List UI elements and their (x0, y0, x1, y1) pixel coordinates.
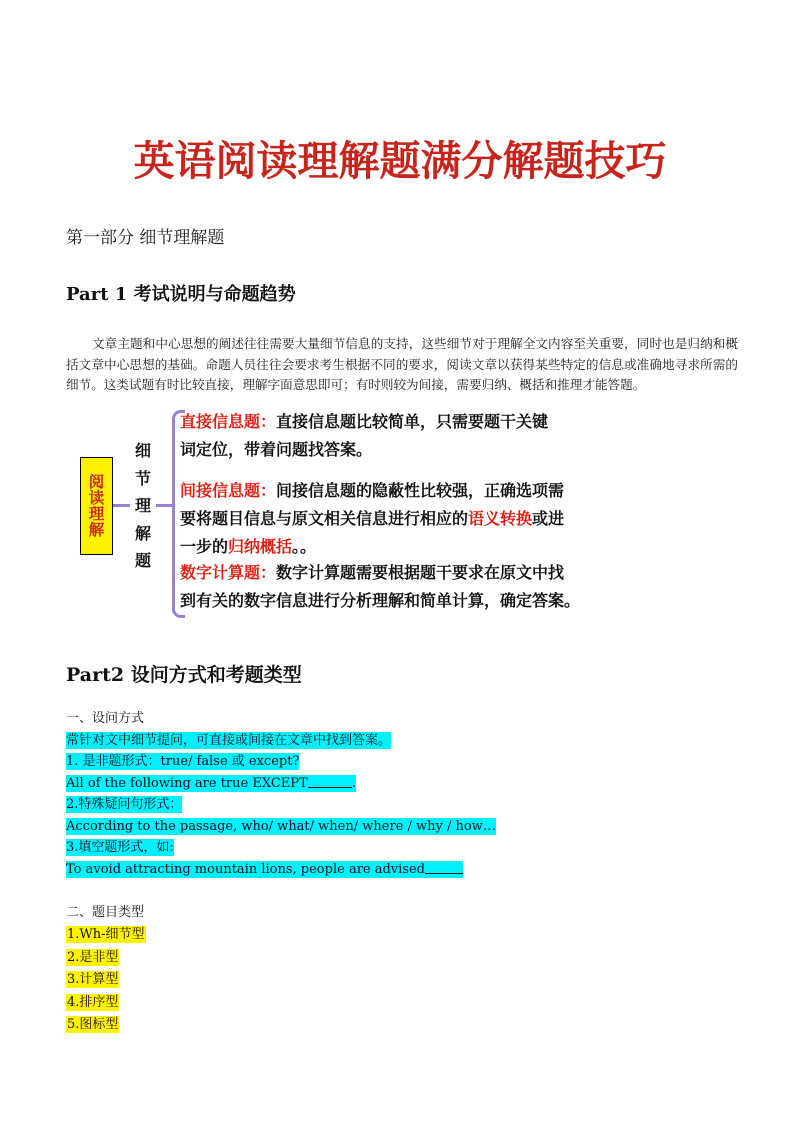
question-form-example-1-suffix: . (351, 775, 356, 791)
concept-box-char-2: 读 (88, 488, 105, 508)
diagram-item-indirect-highlight-2: 归纳概括 (228, 537, 293, 556)
diagram-item-indirect-highlight-1: 语义转换 (468, 509, 533, 528)
question-types-subtitle: 二、题目类型 (66, 905, 145, 920)
question-form-example-1-text: All of the following are true EXCEPT (66, 775, 308, 791)
concept-box-reading-comprehension (80, 457, 113, 555)
diagram-item-direct-text-2: 词定位，带着问题找答案。 (180, 440, 373, 459)
question-form-label-2: 2.特殊疑问句形式： (66, 797, 183, 812)
diagram-item-direct-text-1: 直接信息题比较简单，只需要题干关键 (276, 412, 549, 431)
branch-label-detail-questions (130, 437, 156, 575)
diagram-item-numeric (180, 559, 710, 615)
section-label-part1: 第一部分 细节理解题 (66, 228, 225, 248)
concept-box-char-1: 阅 (88, 472, 105, 492)
question-form-label-1: 1. 是非题形式：true/ false 或 except? (66, 754, 300, 769)
diagram-item-indirect-text-3b: 。。 (292, 537, 317, 556)
fill-blank-2 (425, 873, 463, 874)
question-form-example-1 (66, 775, 356, 792)
question-type-3: 3.计算型 (67, 972, 119, 988)
diagram-item-indirect-text-2a: 要将题目信息与原文相关信息进行相应的 (180, 509, 469, 528)
concept-box-char-4: 解 (88, 519, 105, 539)
diagram-item-direct (180, 408, 710, 464)
diagram-item-indirect-term: 间接信息题： (180, 481, 277, 500)
question-type-2: 2.是非型 (67, 949, 119, 965)
question-type-4: 4.排序型 (67, 994, 119, 1010)
branch-label-char-3: 理 (134, 496, 151, 515)
diagram-item-numeric-term: 数字计算题： (180, 563, 277, 582)
diagram-item-numeric-text-2: 到有关的数字信息进行分析理解和简单计算，确定答案。 (180, 591, 581, 610)
heading-part1: Part 1 考试说明与命题趋势 (66, 284, 296, 305)
question-form-example-3-text: To avoid attracting mountain lions, people are advised (66, 861, 425, 877)
diagram-item-direct-term: 直接信息题： (180, 412, 277, 431)
question-form-example-2: According to the passage, who/ what/ when/ where / why / how… (66, 818, 496, 834)
question-forms-subtitle: 一、设问方式 (66, 711, 145, 726)
branch-label-char-4: 解 (134, 523, 151, 543)
concept-box-char-3: 理 (88, 504, 105, 523)
question-type-5: 5.图标型 (67, 1017, 119, 1033)
fill-blank-1 (308, 787, 352, 788)
connector-line-left (113, 504, 130, 507)
diagram-item-indirect-text-2b: 或进 (532, 509, 565, 528)
diagram-item-indirect (180, 477, 710, 561)
heading-part2: Part2 设问方式和考题类型 (66, 664, 302, 686)
question-type-1: 1.Wh-细节型 (67, 927, 145, 943)
question-forms-section (66, 708, 726, 880)
branch-label-char-1: 细 (134, 441, 151, 460)
diagram-item-numeric-text-1: 数字计算题需要根据题干要求在原文中找 (276, 563, 565, 582)
intro-paragraph: 文章主题和中心思想的阐述往往需要大量细节信息的支持，这些细节对于理解全文内容至关重要，同时也是归纳和概括文章中心思想的基础。命题人员往往会要求考生根据不同的要求，阅读文章以获得某些特定的信息或准确地寻求所需的细节。这类试题有时比较直接，理解字面意思即可；有时则较为间接，需要归纳、概括和推理才能答题。 (66, 336, 738, 392)
question-types-section (66, 902, 386, 1036)
question-form-example-3 (66, 861, 463, 878)
branch-label-char-5: 题 (134, 551, 151, 570)
branch-label-char-2: 节 (134, 468, 151, 488)
detail-question-diagram (60, 405, 740, 630)
question-form-label-3: 3.填空题形式，如: (66, 840, 174, 855)
question-forms-intro: 常针对文中细节提问，可直接或间接在文章中找到答案。 (66, 732, 392, 748)
page-title: 英语阅读理解题满分解题技巧 (133, 137, 667, 185)
diagram-item-indirect-text-1: 间接信息题的隐蔽性比较强，正确选项需 (276, 481, 565, 500)
diagram-item-indirect-text-3a: 一步的 (180, 537, 229, 556)
